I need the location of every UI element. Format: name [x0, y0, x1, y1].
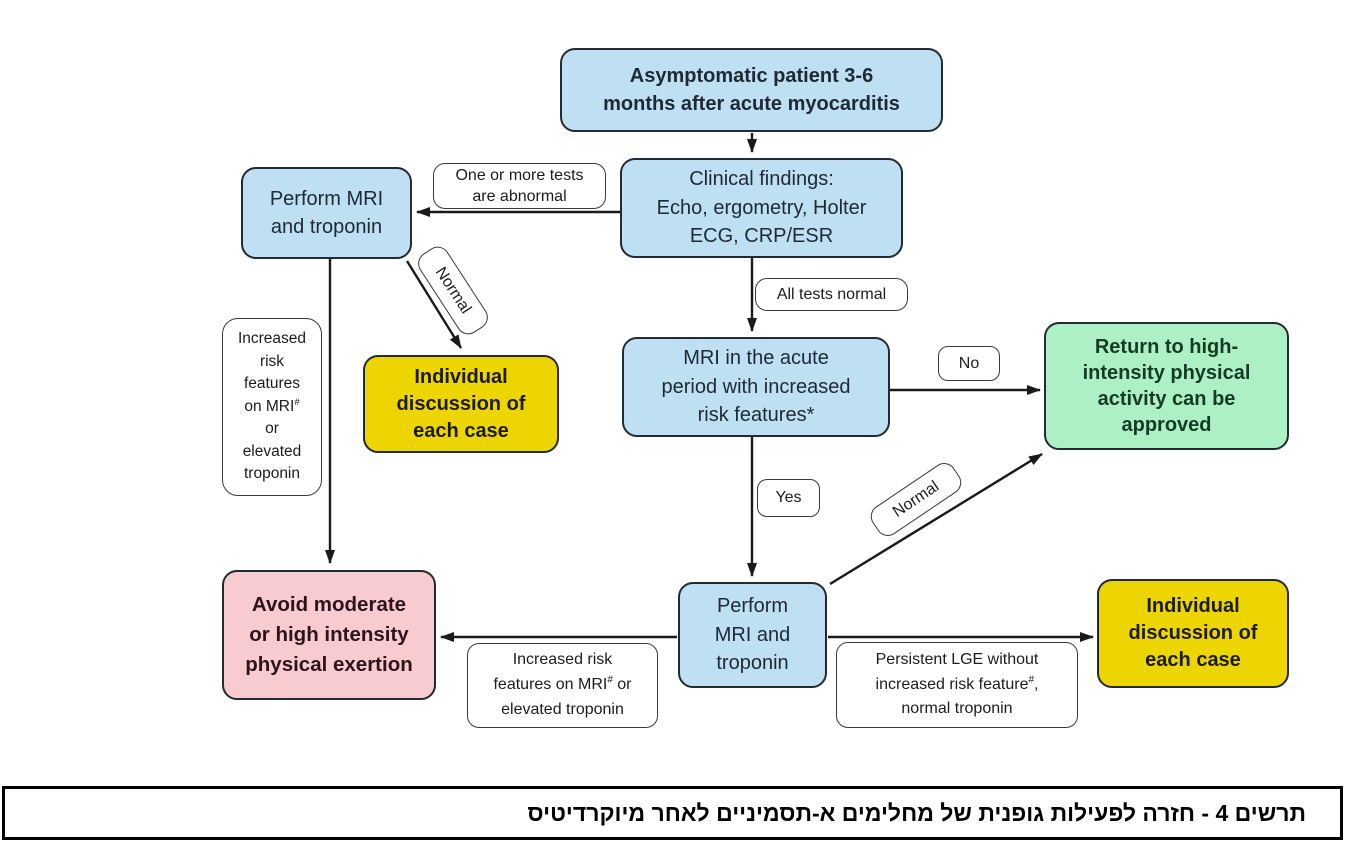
edge-label-no	[938, 346, 1000, 381]
node-line: Echo, ergometry, Holter	[656, 196, 867, 219]
node-start	[560, 48, 943, 132]
node-line: approved	[1121, 414, 1212, 436]
node-individual-discussion-1	[363, 355, 559, 453]
edge-label-line: features	[243, 375, 300, 393]
node-line: period with increased	[661, 375, 851, 398]
node-line: discussion of	[1128, 622, 1258, 644]
edge-label-line: risk	[259, 352, 285, 370]
edge-label-line: troponin	[243, 465, 300, 483]
node-line: MRI and	[714, 623, 791, 646]
edge-label-yes	[757, 479, 820, 517]
node-return-high-intensity	[1044, 322, 1289, 450]
edge-label-line: elevated	[242, 442, 302, 460]
node-line: Perform MRI	[269, 187, 384, 210]
edge-label-line: Normal	[889, 477, 943, 521]
edge-label-line: All tests normal	[776, 285, 887, 303]
node-line: activity can be	[1097, 388, 1236, 410]
edge-label-line: increased risk feature#,	[875, 674, 1039, 693]
node-line: or high intensity	[249, 623, 409, 647]
node-line: months after acute myocarditis	[603, 93, 900, 115]
node-line: and troponin	[270, 216, 383, 238]
node-line: each case	[413, 419, 509, 442]
node-line: troponin	[716, 652, 789, 675]
edge-label-line: Increased	[237, 330, 307, 348]
node-line: MRI in the acute	[683, 347, 829, 370]
edge-label-line: elevated troponin	[501, 700, 624, 718]
edge-label-line: features on MRI# or	[493, 674, 632, 694]
node-line: discussion of	[396, 392, 526, 415]
node-individual-discussion-2	[1097, 579, 1289, 688]
node-perform-mri-2	[678, 582, 827, 688]
edge-label-line: on MRI#	[244, 396, 300, 415]
node-perform-mri-1	[241, 167, 412, 259]
edge-label-line: or	[265, 420, 279, 438]
node-avoid-exertion	[222, 570, 436, 700]
edge-label-line: are abnormal	[472, 188, 567, 205]
node-line: physical exertion	[245, 652, 413, 676]
edge-label-increased-risk-bottom	[467, 643, 658, 728]
node-line: Return to high-	[1094, 336, 1239, 358]
node-line: Clinical findings:	[689, 168, 834, 191]
edge-label-line: Normal	[431, 264, 475, 317]
figure-caption-text: תרשים 4 - חזרה לפעילות גופנית של מחלימים א-תסמיניים לאחר מיוקרדיטיס	[527, 799, 1306, 826]
edge-label-increased-risk-tall	[222, 318, 322, 496]
edge-label-all-tests-normal	[755, 278, 908, 311]
figure-caption-bar	[2, 786, 1343, 840]
node-line: intensity physical	[1082, 362, 1251, 384]
node-clinical-findings	[620, 158, 903, 258]
edge-label-one-or-more-tests	[433, 163, 606, 209]
edge-label-line: One or more tests	[455, 166, 584, 184]
node-mri-acute-period	[622, 337, 890, 437]
node-line: risk features*	[697, 404, 815, 427]
node-line: Individual	[1146, 595, 1240, 617]
node-line: Asymptomatic patient 3-6	[629, 64, 874, 87]
edge-label-line: No	[958, 354, 980, 372]
edge-label-line: Yes	[775, 489, 802, 507]
node-line: Perform	[716, 595, 789, 618]
edge-label-line: Increased risk	[512, 651, 613, 669]
edge-label-persistent-lge	[836, 642, 1078, 728]
node-line: ECG, CRP/ESR	[689, 225, 834, 248]
node-line: Individual	[414, 365, 508, 388]
edge-label-line: Persistent LGE without	[875, 650, 1039, 668]
node-line: Avoid moderate	[251, 593, 407, 617]
node-line: each case	[1145, 649, 1241, 671]
edge-label-line: normal troponin	[901, 700, 1013, 718]
